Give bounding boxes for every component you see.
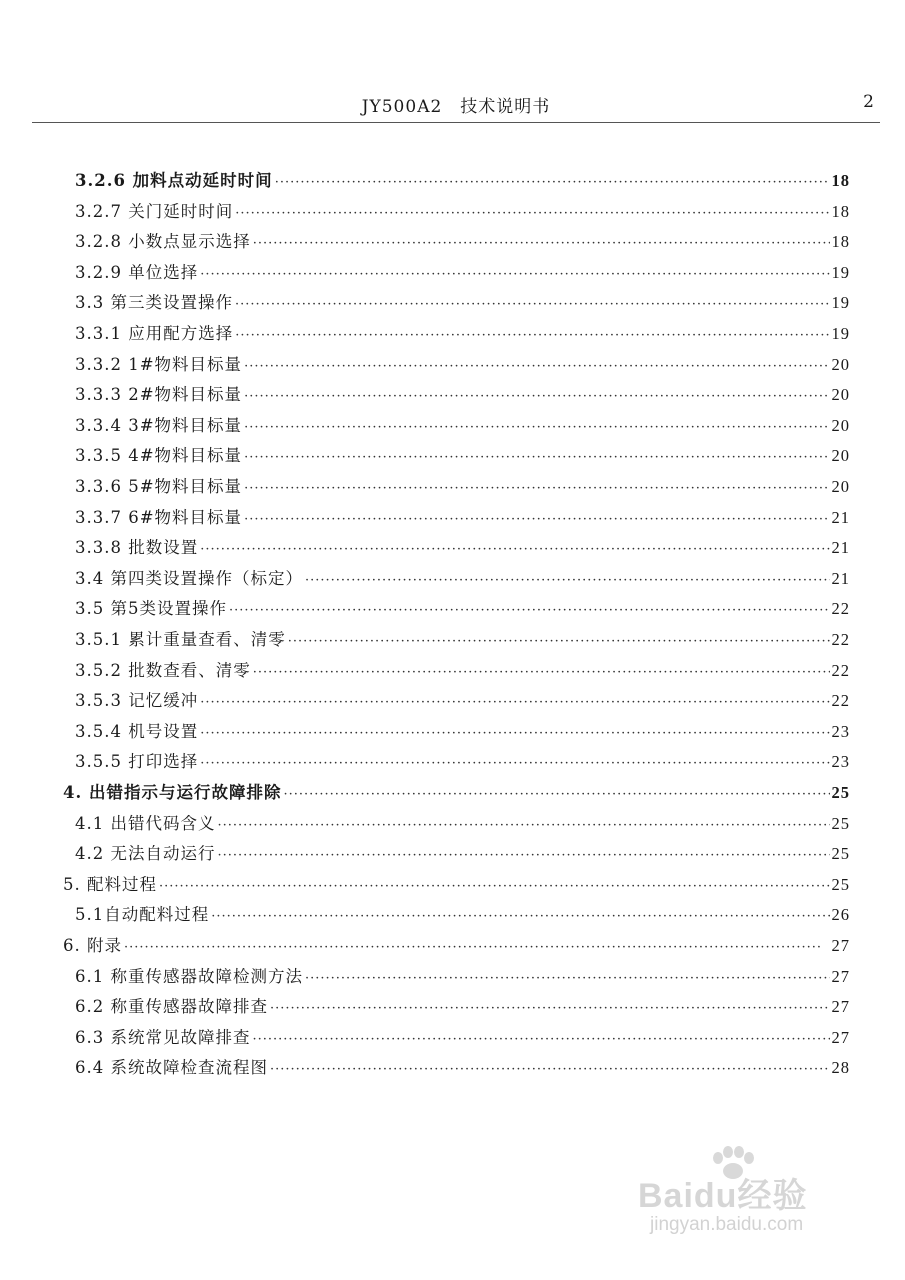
toc-entry bbox=[75, 534, 850, 564]
dot-leader bbox=[270, 1058, 830, 1075]
dot-leader bbox=[218, 814, 830, 831]
toc-entry bbox=[75, 657, 850, 687]
toc-entry bbox=[75, 687, 850, 717]
toc-entry-page: 19 bbox=[831, 262, 850, 282]
toc-entry-page: 25 bbox=[831, 813, 850, 833]
toc-entry-label: 3.5.4 机号设置 bbox=[75, 721, 199, 741]
watermark-logo: Baidu经验 bbox=[638, 1177, 808, 1215]
dot-leader bbox=[283, 783, 829, 800]
toc-entry-page: 27 bbox=[831, 1027, 850, 1047]
dot-leader bbox=[305, 967, 830, 984]
toc-entry bbox=[63, 932, 850, 962]
toc-entry-label: 3.4 第四类设置操作（标定） bbox=[75, 568, 303, 588]
dot-leader bbox=[235, 293, 830, 310]
dot-leader bbox=[288, 630, 830, 647]
toc-entry-label: 3.5.5 打印选择 bbox=[75, 752, 199, 772]
toc-entry-page: 19 bbox=[831, 324, 850, 343]
toc-entry-page: 21 bbox=[831, 568, 850, 588]
toc-entry-label: 3.3 第三类设置操作 bbox=[75, 293, 233, 313]
dot-leader bbox=[244, 508, 829, 525]
document-title: JY500A2 技术说明书 bbox=[361, 97, 551, 117]
baidu-jingyan-watermark bbox=[638, 1168, 868, 1248]
toc-entry bbox=[75, 198, 850, 228]
toc-entry bbox=[75, 748, 850, 778]
dot-leader bbox=[244, 355, 829, 372]
toc-entry-label: 3.3.1 应用配方选择 bbox=[75, 324, 234, 343]
toc-entry-label: 5.1自动配料过程 bbox=[75, 905, 210, 925]
toc-entry-label: 3.5.3 记忆缓冲 bbox=[75, 691, 199, 711]
dot-leader bbox=[253, 661, 830, 678]
toc-entry bbox=[75, 289, 850, 319]
toc-entry-page: 28 bbox=[831, 1058, 850, 1078]
toc-entry-page: 22 bbox=[831, 660, 850, 680]
dot-leader bbox=[211, 905, 829, 922]
toc-entry-page: 22 bbox=[831, 630, 850, 649]
toc-entry-page: 22 bbox=[831, 599, 850, 619]
toc-entry-page: 20 bbox=[831, 354, 850, 374]
toc-entry-label: 6. 附录 bbox=[63, 936, 122, 955]
page-number: 2 bbox=[863, 92, 874, 112]
toc-entry bbox=[75, 412, 850, 442]
toc-entry-page: 25 bbox=[831, 783, 850, 802]
toc-entry bbox=[75, 351, 850, 381]
toc-entry-page: 21 bbox=[831, 507, 850, 527]
toc-entry-label: 3.3.6 5#物料目标量 bbox=[75, 477, 243, 496]
dot-leader bbox=[200, 722, 829, 739]
toc-entry bbox=[75, 901, 850, 931]
toc-entry bbox=[75, 381, 850, 411]
toc-entry-label: 3.2.7 关门延时时间 bbox=[75, 201, 234, 221]
dot-leader bbox=[275, 171, 830, 188]
toc-entry bbox=[75, 1054, 850, 1084]
toc-entry-label: 4.2 无法自动运行 bbox=[75, 844, 216, 864]
dot-leader bbox=[124, 936, 830, 953]
toc-entry-label: 4.1 出错代码含义 bbox=[75, 813, 216, 833]
toc-entry-page: 27 bbox=[831, 997, 850, 1017]
toc-entry-label: 3.2.6 加料点动延时时间 bbox=[75, 171, 273, 190]
dot-leader bbox=[235, 202, 829, 219]
toc-entry-label: 3.3.8 批数设置 bbox=[75, 538, 199, 558]
dot-leader bbox=[200, 752, 829, 769]
toc-entry-page: 25 bbox=[831, 874, 850, 894]
toc-entry-label: 5. 配料过程 bbox=[63, 874, 157, 894]
toc-entry-page: 20 bbox=[831, 446, 850, 466]
toc-entry-page: 26 bbox=[831, 905, 850, 925]
dot-leader bbox=[200, 263, 829, 280]
toc-entry-label: 3.3.2 1#物料目标量 bbox=[75, 354, 243, 374]
toc-entry-label: 3.3.4 3#物料目标量 bbox=[75, 415, 243, 435]
toc-entry-page: 19 bbox=[831, 293, 850, 313]
dot-leader bbox=[253, 1028, 830, 1045]
toc-entry-label: 3.2.9 单位选择 bbox=[75, 262, 199, 282]
dot-leader bbox=[200, 538, 829, 555]
toc-entry-label: 3.3.5 4#物料目标量 bbox=[75, 446, 243, 466]
toc-entry-page: 20 bbox=[831, 415, 850, 435]
toc-entry bbox=[75, 565, 850, 595]
toc-entry-page: 18 bbox=[831, 171, 850, 190]
toc-entry bbox=[75, 259, 850, 289]
dot-leader bbox=[229, 599, 830, 616]
toc-entry-label: 3.3.3 2#物料目标量 bbox=[75, 385, 243, 405]
toc-entry-page: 21 bbox=[831, 538, 850, 558]
toc-entry bbox=[75, 810, 850, 840]
dot-leader bbox=[218, 844, 830, 861]
toc-entry bbox=[63, 779, 850, 809]
toc-entry bbox=[75, 626, 850, 656]
toc-entry bbox=[75, 167, 850, 197]
toc-entry bbox=[75, 993, 850, 1023]
toc-entry bbox=[75, 840, 850, 870]
toc-entry bbox=[75, 595, 850, 625]
watermark-url: jingyan.baidu.com bbox=[650, 1214, 804, 1235]
toc-entry-page: 27 bbox=[831, 966, 850, 986]
dot-leader bbox=[305, 569, 830, 586]
toc-entry bbox=[75, 504, 850, 534]
toc-entry-page: 18 bbox=[831, 201, 850, 221]
toc-entry bbox=[75, 718, 850, 748]
toc-entry bbox=[75, 228, 850, 258]
toc-entry-page: 23 bbox=[831, 752, 850, 772]
toc-entry-page: 25 bbox=[831, 844, 850, 864]
dot-leader bbox=[253, 232, 830, 249]
toc-entry bbox=[63, 871, 850, 901]
toc-entry-page: 20 bbox=[831, 385, 850, 405]
toc-entry-label: 3.3.7 6#物料目标量 bbox=[75, 507, 243, 527]
dot-leader bbox=[200, 691, 829, 708]
dot-leader bbox=[159, 875, 830, 892]
toc-entry bbox=[75, 963, 850, 993]
dot-leader bbox=[244, 446, 829, 463]
toc-entry-label: 3.2.8 小数点显示选择 bbox=[75, 232, 251, 252]
toc-entry bbox=[75, 473, 850, 503]
toc-entry-label: 4. 出错指示与运行故障排除 bbox=[63, 783, 282, 802]
toc-entry-label: 3.5 第5类设置操作 bbox=[75, 599, 227, 619]
toc-entry-label: 6.3 系统常见故障排查 bbox=[75, 1027, 251, 1047]
dot-leader bbox=[270, 997, 830, 1014]
toc-entry bbox=[75, 320, 850, 350]
toc-entry-label: 6.4 系统故障检查流程图 bbox=[75, 1058, 268, 1078]
page-header bbox=[32, 88, 880, 123]
toc-entry-label: 6.2 称重传感器故障排查 bbox=[75, 997, 268, 1017]
toc-entry-page: 22 bbox=[831, 691, 850, 711]
dot-leader bbox=[244, 416, 829, 433]
dot-leader bbox=[244, 385, 829, 402]
toc-entry-label: 3.5.2 批数查看、清零 bbox=[75, 660, 251, 680]
dot-leader bbox=[244, 477, 829, 494]
toc-entry-page: 23 bbox=[831, 721, 850, 741]
toc-entry-label: 6.1 称重传感器故障检测方法 bbox=[75, 966, 303, 986]
toc-entry-page: 20 bbox=[831, 477, 850, 496]
dot-leader bbox=[235, 324, 829, 341]
toc-entry-page: 27 bbox=[831, 936, 850, 955]
toc-entry-page: 18 bbox=[831, 232, 850, 252]
toc-entry-label: 3.5.1 累计重量查看、清零 bbox=[75, 630, 286, 649]
toc-entry bbox=[75, 442, 850, 472]
toc-entry bbox=[75, 1024, 850, 1054]
